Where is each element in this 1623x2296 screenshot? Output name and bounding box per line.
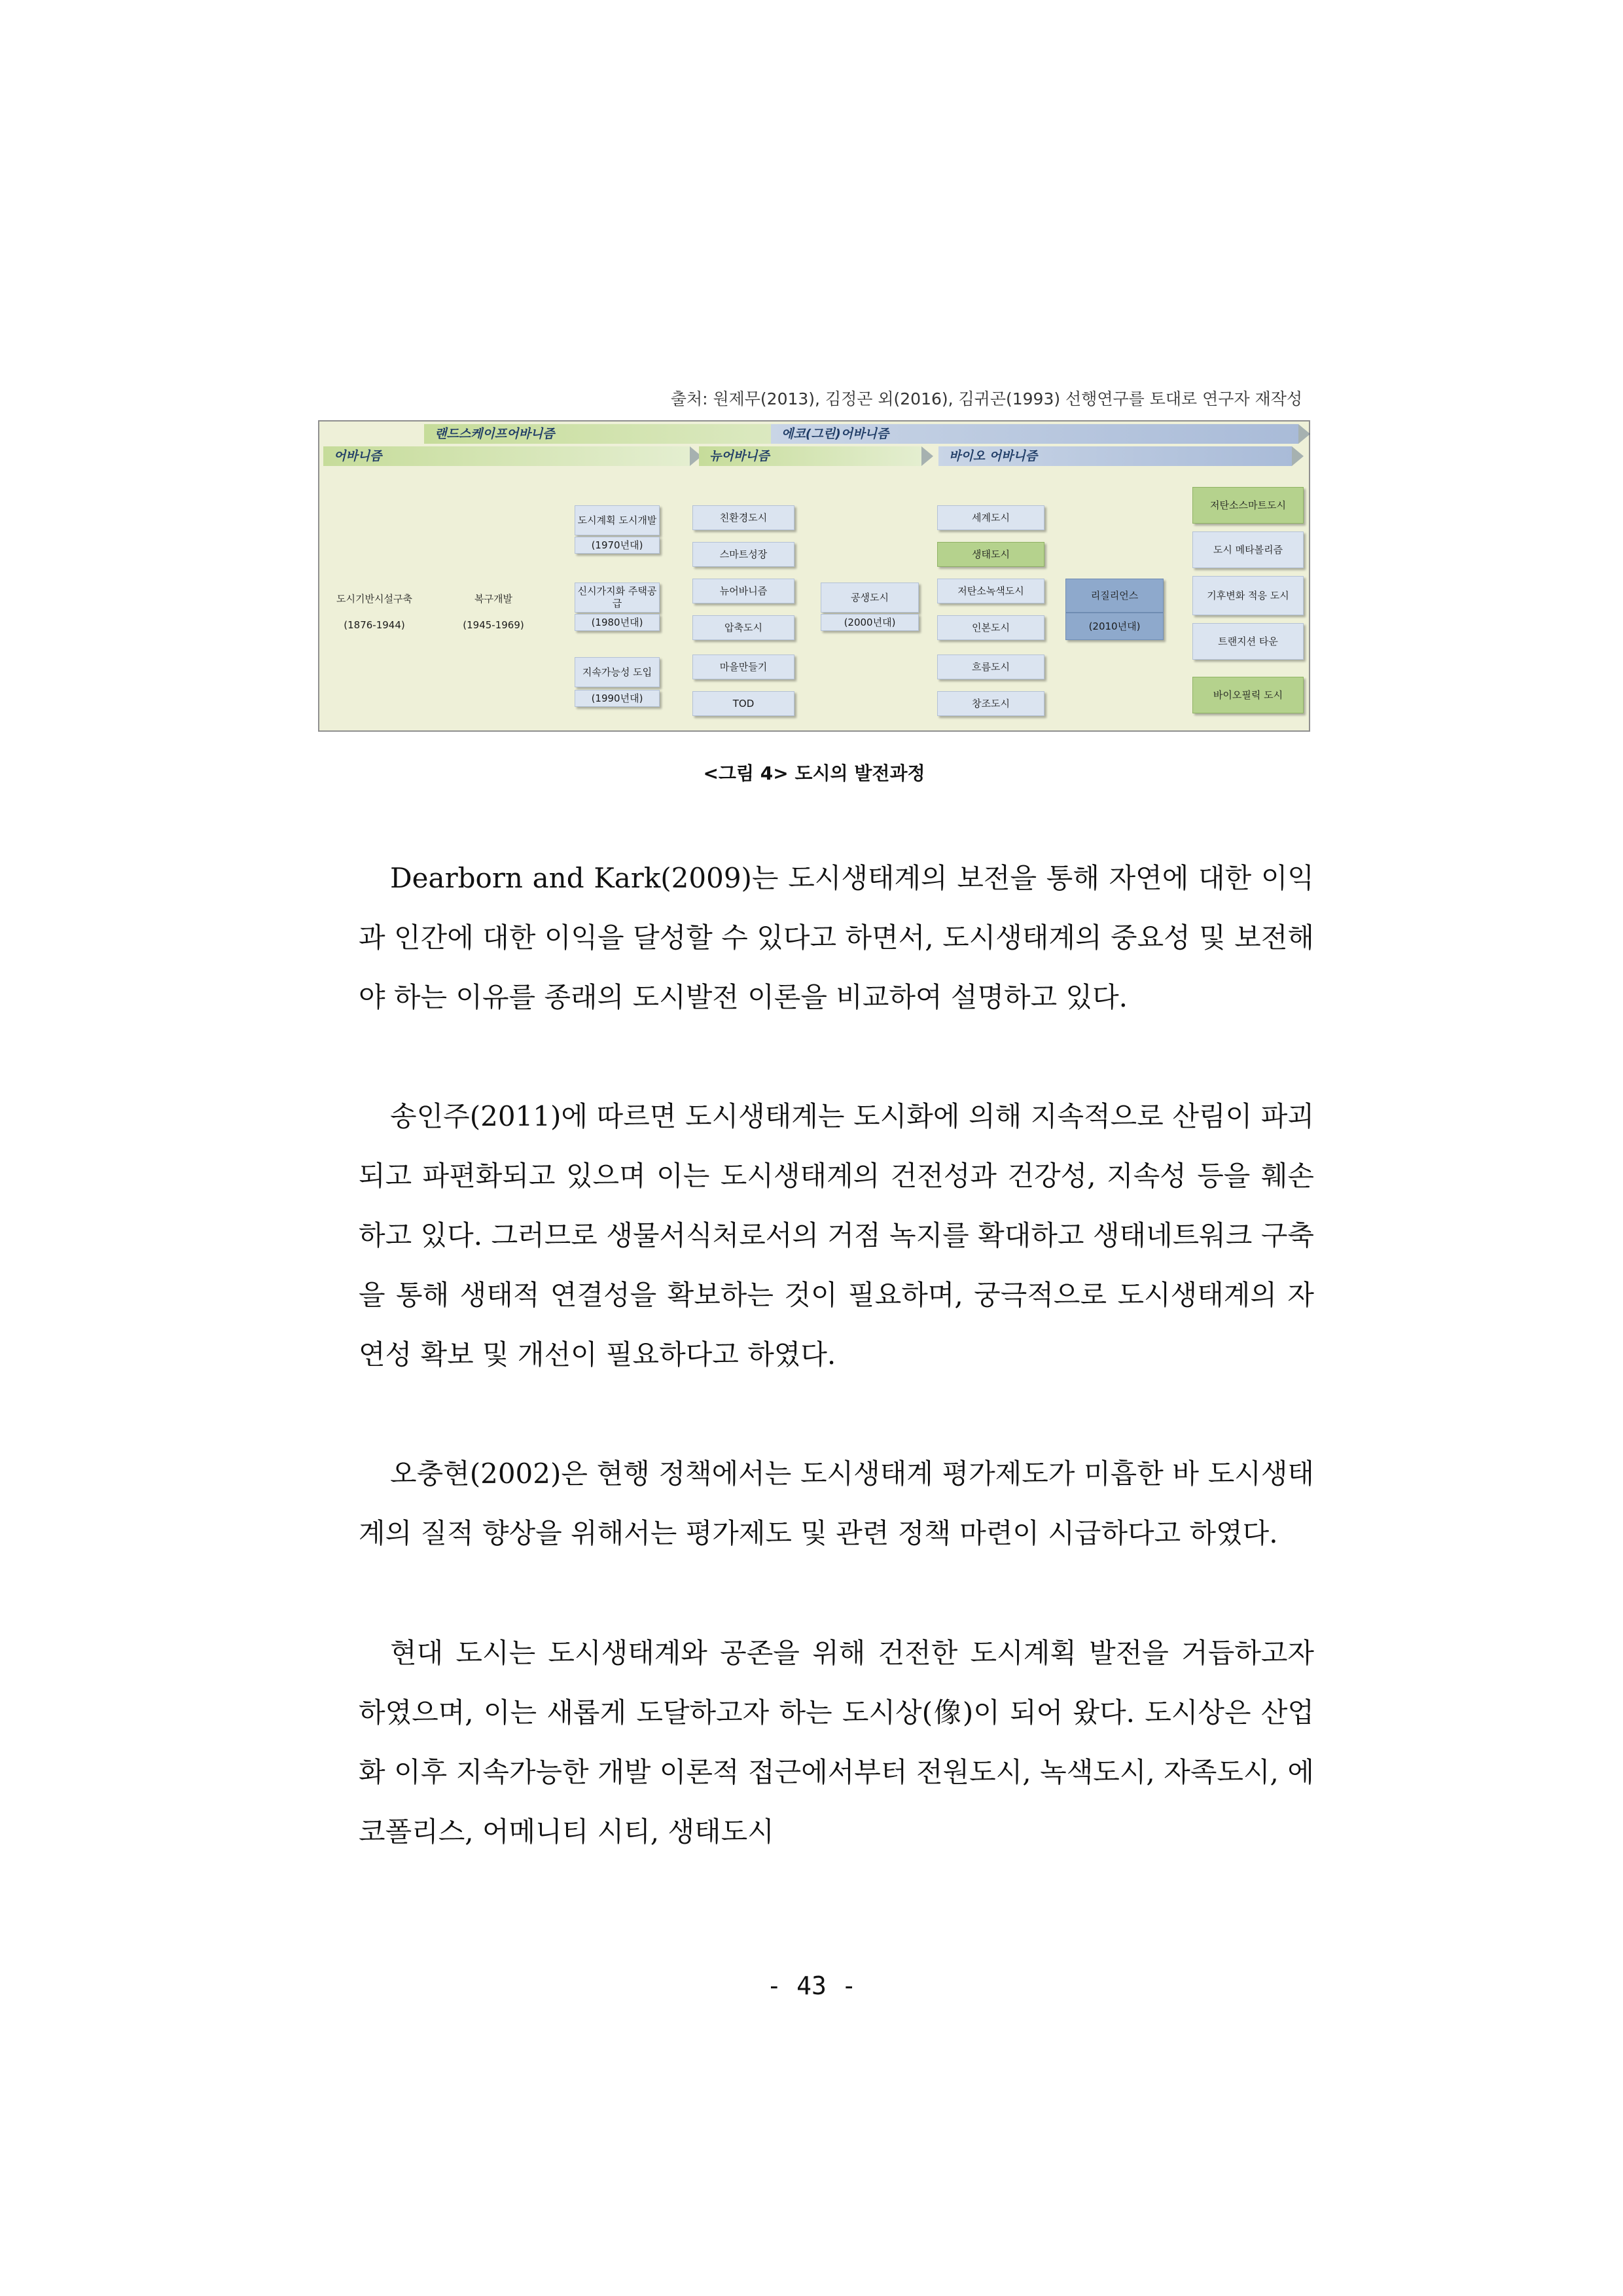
concept-future-2: 도시 메타볼리즘 (1192, 531, 1304, 568)
concept-bio-1: 세계도시 (937, 505, 1044, 530)
concept-future-5: 바이오필릭 도시 (1192, 677, 1304, 713)
era-newtown-title: 신시가지화 주택공급 (575, 583, 660, 613)
era-sustainability-period: (1990년대) (575, 690, 660, 707)
urban-development-diagram (318, 420, 1310, 732)
band-bio-urbanism: 바이오 어바니즘 (938, 446, 1292, 466)
body-paragraph-4: 현대 도시는 도시생태계와 공존을 위해 건전한 도시계획 발전을 거듭하고자 하였으며, 이는 새롭게 도달하고자 하는 도시상(像)이 되어 왔다. 도시상은 산업화 이후 지속가능한 개발 이론적 접근에서부터 전원도시, 녹색도시, 자족도시, 에코폴리스, 어메니티 시티, 생태도시 (359, 1637, 1314, 1848)
concept-new-5: 마을만들기 (692, 655, 794, 679)
era-symbiosis-title: 공생도시 (821, 583, 919, 613)
concept-bio-4: 인본도시 (937, 615, 1044, 640)
band-landscape-urbanism: 랜드스케이프어바니즘 (424, 424, 921, 444)
figure-source: 출처: 원제무(2013), 김정곤 외(2016), 김귀곤(1993) 선행연구를 토대로 연구자 재작성 (670, 389, 1302, 408)
concept-bio-2: 생태도시 (937, 542, 1044, 567)
concept-bio-5: 흐름도시 (937, 655, 1044, 679)
figure-caption: <그림 4> 도시의 발전과정 (703, 762, 925, 784)
era-newtown-period: (1980년대) (575, 614, 660, 631)
era-resilience-period: (2010년대) (1065, 613, 1164, 640)
concept-new-3: 뉴어바니즘 (692, 579, 794, 603)
band-new-urbanism: 뉴어바니즘 (699, 446, 921, 466)
concept-new-4: 압축도시 (692, 615, 794, 640)
concept-future-1: 저탄소스마트도시 (1192, 487, 1304, 524)
era-infrastructure-period: (1876-1944) (344, 619, 405, 631)
era-recovery-period: (1945-1969) (463, 619, 524, 631)
page-number: - 43 - (766, 1971, 857, 2000)
concept-bio-6: 창조도시 (937, 691, 1044, 716)
band-eco-urbanism: 에코(그린)어바니즘 (771, 424, 1298, 444)
body-paragraph-3: 오충현(2002)은 현행 정책에서는 도시생태계 평가제도가 미흡한 바 도시생태계의 질적 향상을 위해서는 평가제도 및 관련 정책 마련이 시급하다고 하였다. (359, 1458, 1314, 1549)
era-resilience-title: 리질리언스 (1065, 579, 1164, 613)
concept-future-4: 트랜지션 타운 (1192, 623, 1304, 660)
body-paragraph-1: Dearborn and Kark(2009)는 도시생태계의 보전을 통해 자연에 대한 이익과 인간에 대한 이익을 달성할 수 있다고 하면서, 도시생태계의 중요성 및 보전해야 하는 이유를 종래의 도시발전 이론을 비교하여 설명하고 있다. (359, 862, 1314, 1013)
era-infrastructure-title: 도시기반시설구축 (336, 592, 412, 605)
era-planning-period: (1970년대) (575, 537, 660, 554)
band-urbanism: 어바니즘 (323, 446, 690, 466)
concept-new-6: TOD (692, 691, 794, 716)
era-planning-title: 도시계획 도시개발 (575, 505, 660, 535)
concept-new-1: 친환경도시 (692, 505, 794, 530)
era-sustainability-title: 지속가능성 도입 (575, 657, 660, 687)
concept-future-3: 기후변화 적응 도시 (1192, 576, 1304, 615)
concept-bio-3: 저탄소녹색도시 (937, 579, 1044, 603)
era-symbiosis-period: (2000년대) (821, 614, 919, 631)
concept-new-2: 스마트성장 (692, 542, 794, 567)
body-paragraph-2: 송인주(2011)에 따르면 도시생태계는 도시화에 의해 지속적으로 산림이 파괴되고 파편화되고 있으며 이는 도시생태계의 건전성과 건강성, 지속성 등을 훼손하고 있다. 그러므로 생물서식처로서의 거점 녹지를 확대하고 생태네트워크 구축을 통해 생태적 연결성을 확보하는 것이 필요하며, 궁극적으로 도시생태계의 자연성 확보 및 개선이 필요하다고 하였다. (359, 1100, 1314, 1371)
era-recovery-title: 복구개발 (474, 592, 512, 605)
